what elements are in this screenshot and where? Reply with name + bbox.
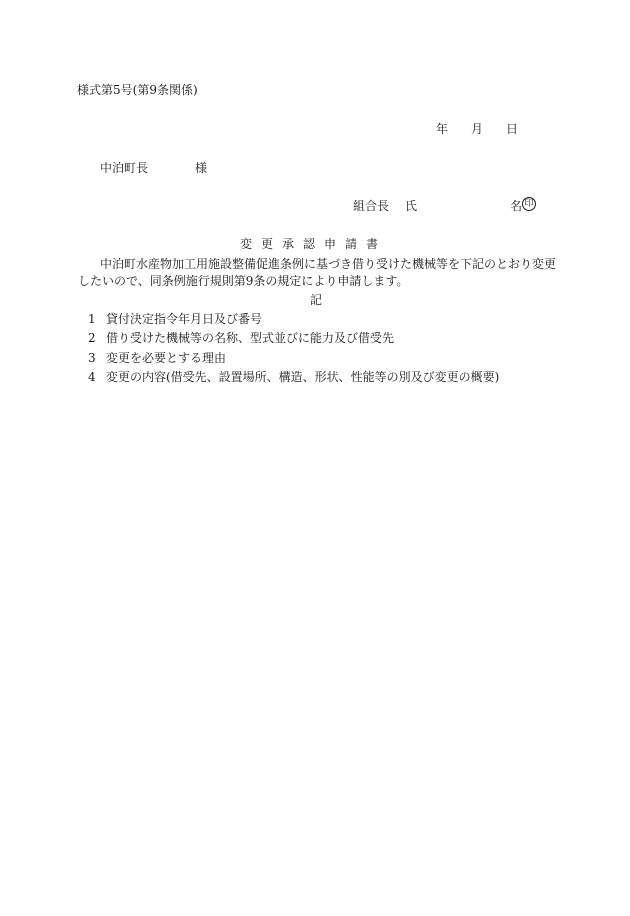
seal-mark: 印 bbox=[522, 197, 536, 211]
item-text: 借り受けた機械等の名称、型式並びに能力及び借受先 bbox=[106, 331, 395, 345]
form-number: 様式第5号(第9条関係) bbox=[77, 83, 198, 97]
body-line-1: 中泊町水産物加工用施設整備促進条例に基づき借り受けた機械等を下記のとおり変更 bbox=[100, 257, 557, 271]
item-number: 3 bbox=[88, 351, 96, 365]
year-label: 年 bbox=[436, 122, 449, 136]
addressee-honorific: 様 bbox=[195, 161, 208, 175]
list-item bbox=[88, 369, 499, 385]
day-label: 日 bbox=[506, 122, 519, 136]
ki-heading: 記 bbox=[310, 293, 323, 307]
seal-icon bbox=[522, 198, 536, 214]
list-item bbox=[88, 350, 226, 366]
item-text: 貸付決定指令年月日及び番号 bbox=[106, 312, 263, 326]
addressee bbox=[100, 160, 207, 176]
body-paragraph bbox=[78, 256, 568, 290]
item-number: 2 bbox=[88, 331, 96, 345]
item-number: 1 bbox=[88, 312, 96, 326]
name-label-2: 名 bbox=[510, 199, 523, 213]
document-title: 変更承認申請書 bbox=[240, 237, 388, 251]
applicant-title: 組合長 bbox=[353, 199, 390, 213]
list-item bbox=[88, 311, 262, 327]
item-text: 変更の内容(借受先、設置場所、構造、形状、性能等の別及び変更の概要) bbox=[106, 370, 500, 384]
body-line-2: したいので、同条例施行規則第9条の規定により申請します。 bbox=[78, 274, 409, 288]
item-text: 変更を必要とする理由 bbox=[106, 351, 227, 365]
list-item bbox=[88, 330, 394, 346]
addressee-name: 中泊町長 bbox=[100, 161, 149, 175]
item-number: 4 bbox=[88, 370, 96, 384]
name-label-1: 氏 bbox=[405, 199, 418, 213]
month-label: 月 bbox=[471, 122, 484, 136]
applicant-line bbox=[353, 198, 536, 214]
date-line bbox=[436, 121, 518, 137]
